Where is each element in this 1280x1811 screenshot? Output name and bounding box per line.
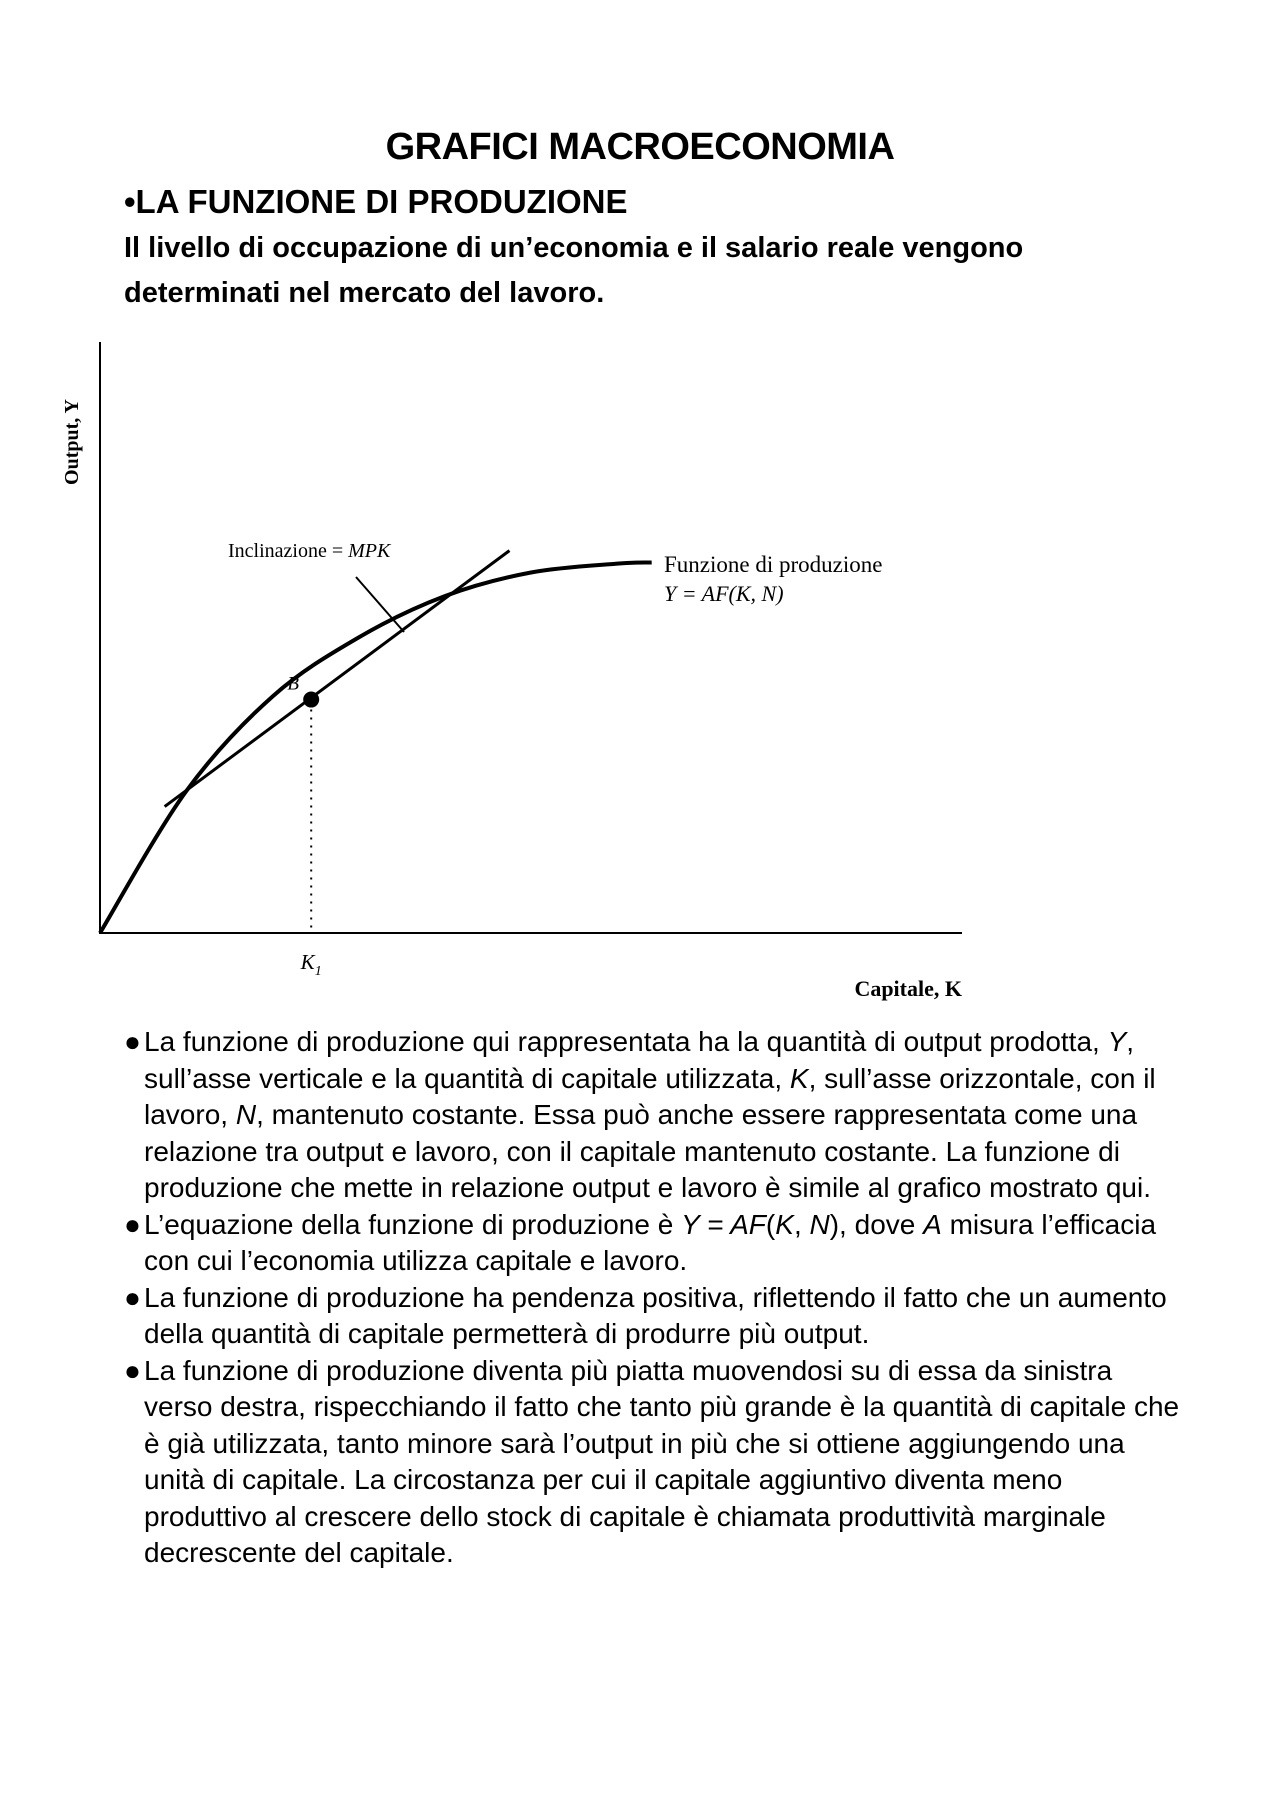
bullet-text: Y = AF xyxy=(681,1208,766,1240)
slope-annotation-text: Inclinazione = xyxy=(228,540,349,562)
bullet-dot: ● xyxy=(124,1208,141,1240)
bullet-item xyxy=(124,1280,1184,1353)
section-heading: •LA FUNZIONE DI PRODUZIONE xyxy=(124,183,628,220)
bullet-dot: ● xyxy=(124,1026,141,1057)
bullet-text: , xyxy=(793,1208,810,1240)
k1-tick-letter: K xyxy=(300,950,315,974)
bullet-item xyxy=(124,1353,1184,1572)
bullet-dot: ● xyxy=(124,1281,141,1313)
page-title: GRAFICI MACROECONOMIA xyxy=(385,126,895,168)
production-curve xyxy=(100,562,652,933)
bullet-text: La funzione di produzione qui rappresentata ha la quantità di output prodotta, xyxy=(144,1026,1108,1057)
bullet-text: La funzione di produzione ha pendenza positiva, riflettendo il fatto che un aumento della quantità di capitale permetterà di produrre più output. xyxy=(144,1281,1167,1349)
bullet-text: K xyxy=(789,1062,809,1094)
bullet-item xyxy=(124,1024,1184,1207)
bullet-text: L’equazione della funzione di produzione è xyxy=(144,1208,682,1240)
point-b xyxy=(303,692,319,708)
y-axis-label-text: Output, Y xyxy=(61,399,83,485)
bullet-text: misura l’efficacia con cui l’economia utilizza capitale e lavoro. xyxy=(144,1208,1157,1276)
bullet-text: ), dove xyxy=(829,1208,924,1240)
bullet-text: Y xyxy=(1107,1026,1127,1057)
bullet-text: ( xyxy=(765,1208,776,1240)
bullet-text: La funzione di produzione diventa più piatta muovendosi su di essa da sinistra verso destra, rispecchiando il fatto che tanto più grande è la quantità di capitale che è già utilizzata, tanto minore sarà l’output in più che si ottiene aggiungendo una unità di capitale. La circostanza per cui il capitale aggiuntivo diventa meno produttivo al crescere dello stock di capitale è chiamata produttività marginale decrescente del capitale. xyxy=(144,1354,1180,1568)
intro-paragraph: Il livello di occupazione di un’economia e il salario reale vengono determinati nel mercato del lavoro. xyxy=(124,232,1024,309)
tangent-line xyxy=(165,551,510,807)
bullet-text: , mantenuto costante. Essa può anche essere rappresentata come una relazione tra output e lavoro, con il capitale mantenuto costante. La funzione di produzione che mette in relazione output e lavoro è simile al grafico mostrato qui. xyxy=(144,1099,1151,1203)
bullet-text: N xyxy=(235,1099,257,1130)
slope-annotation-mpk: MPK xyxy=(348,540,391,562)
production-function-chart xyxy=(0,320,1280,1020)
curve-name-label: Funzione di produzione xyxy=(664,552,883,577)
bullet-text: , sull’asse verticale e la quantità di capitale utilizzata, xyxy=(144,1026,1135,1094)
k1-tick-subscript: 1 xyxy=(314,964,322,979)
k1-tick-label xyxy=(300,950,322,979)
y-axis-label xyxy=(61,398,83,485)
bullet-text: A xyxy=(923,1208,942,1240)
bullet-text: K xyxy=(775,1208,794,1240)
bullet-item xyxy=(124,1207,1184,1280)
bullet-list xyxy=(124,1024,1184,1572)
bullet-text: N xyxy=(809,1208,830,1240)
bullet-text: , sull’asse orizzontale, con il lavoro, xyxy=(144,1062,1156,1130)
x-axis-label: Capitale, K xyxy=(854,976,962,1001)
bullet-dot: ● xyxy=(124,1354,141,1386)
curve-equation-label: Y = AF(K, N) xyxy=(664,581,784,606)
point-b-label: B xyxy=(287,673,299,695)
slope-annotation xyxy=(228,540,392,562)
